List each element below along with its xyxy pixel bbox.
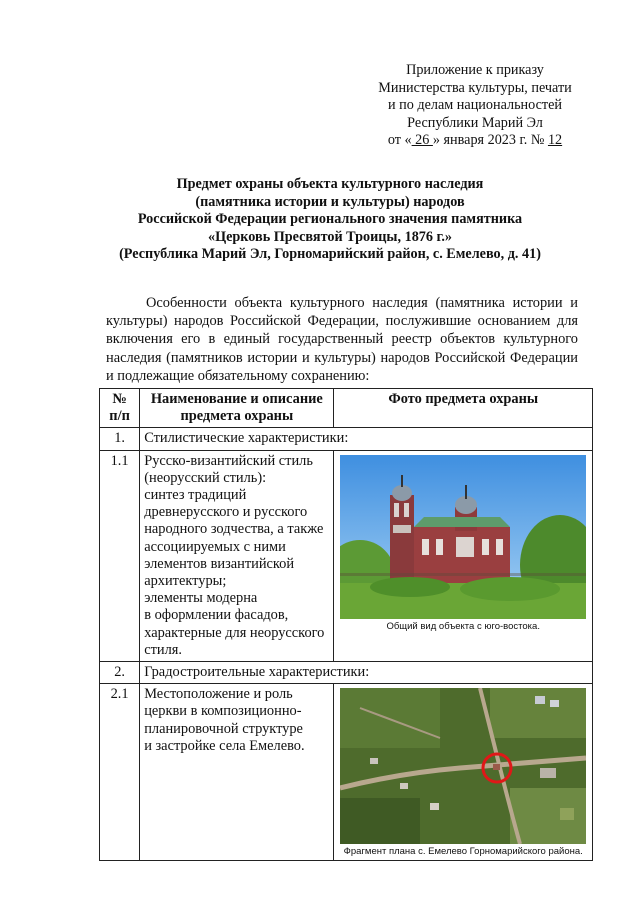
table-header-row xyxy=(100,389,593,428)
appendix-date xyxy=(360,132,590,150)
aerial-map xyxy=(340,688,586,844)
row-num: 1.1 xyxy=(100,450,140,661)
document-title xyxy=(80,176,580,264)
header-name xyxy=(140,389,334,428)
description-line: синтез традиций xyxy=(144,487,247,504)
row-num: 2.1 xyxy=(100,684,140,861)
church-photo xyxy=(340,455,586,619)
photo-caption: Общий вид объекта с юго-востока. xyxy=(386,620,540,632)
description-line: (неорусский стиль): xyxy=(144,469,267,486)
description-line: стиля. xyxy=(144,641,182,658)
description-line: и застройке села Емелево. xyxy=(144,737,305,754)
section-row xyxy=(100,662,593,684)
section-num: 1. xyxy=(100,428,140,450)
section-title: Стилистические характеристики: xyxy=(140,428,593,450)
description-line: архитектуры; xyxy=(144,573,227,590)
description-line: ассоциируемых с ними xyxy=(144,538,286,555)
header-num xyxy=(100,389,140,428)
header-name-line: Наименование и описание xyxy=(150,391,323,407)
title-line: (памятника истории и культуры) народов xyxy=(195,193,465,210)
row-description xyxy=(140,450,334,661)
title-line: (Республика Марий Эл, Горномарийский район, с. Емелево, д. 41) xyxy=(119,246,541,263)
description-line: характерные для неорусского xyxy=(144,624,325,641)
section-num: 2. xyxy=(100,662,140,684)
appendix-line: Министерства культуры, печати xyxy=(378,79,572,96)
protection-table xyxy=(99,388,593,861)
description-line: Русско-византийский стиль xyxy=(144,452,313,469)
header-name-line: предмета охраны xyxy=(180,408,294,425)
map-caption: Фрагмент плана с. Емелево Горномарийского района. xyxy=(343,846,583,858)
order-number: 12 xyxy=(547,132,563,149)
appendix-line: Приложение к приказу xyxy=(406,62,544,78)
header-photo: Фото предмета охраны xyxy=(334,389,593,428)
intro-text: Особенности объекта культурного наследия (памятника истории и культуры) народов Российской Федерации, послужившие основанием для включения его в единый государственный реестр объектов культурного наследия (памятников истории и культуры) народов Российской Федерации и подлежащие обязательному сохранению: xyxy=(106,295,578,384)
description-line: планировочной структуре xyxy=(144,720,303,737)
header-num-line: п/п xyxy=(109,408,130,425)
row-photo-cell xyxy=(334,684,593,861)
title-line: Предмет охраны объекта культурного наследия xyxy=(176,176,484,192)
appendix-line: Республики Марий Эл xyxy=(407,114,543,131)
description-line: в оформлении фасадов, xyxy=(144,607,289,624)
title-line: Российской Федерации регионального значения памятника xyxy=(137,211,523,228)
intro-paragraph xyxy=(106,294,578,385)
date-day: 26 xyxy=(411,132,433,149)
table-row xyxy=(100,684,593,861)
description-line: народного зодчества, а также xyxy=(144,521,324,538)
appendix-line: и по делам национальностей xyxy=(388,97,562,114)
title-line: «Церковь Пресвятой Троицы, 1876 г.» xyxy=(207,228,453,245)
section-row xyxy=(100,428,593,450)
description-line: древнерусского и русского xyxy=(144,504,308,521)
description-line: Местоположение и роль xyxy=(144,686,293,703)
date-middle: » января 2023 г. № xyxy=(432,132,545,149)
description-line: элементы модерна xyxy=(144,590,258,607)
header-num-line: № xyxy=(112,391,127,407)
row-description xyxy=(140,684,334,861)
description-line: церкви в композиционно- xyxy=(144,703,302,720)
section-title: Градостроительные характеристики: xyxy=(140,662,593,684)
table-row xyxy=(100,450,593,661)
date-prefix: от « xyxy=(387,132,412,149)
description-line: элементов византийской xyxy=(144,555,295,572)
appendix-block xyxy=(360,62,590,150)
row-photo-cell xyxy=(334,450,593,661)
